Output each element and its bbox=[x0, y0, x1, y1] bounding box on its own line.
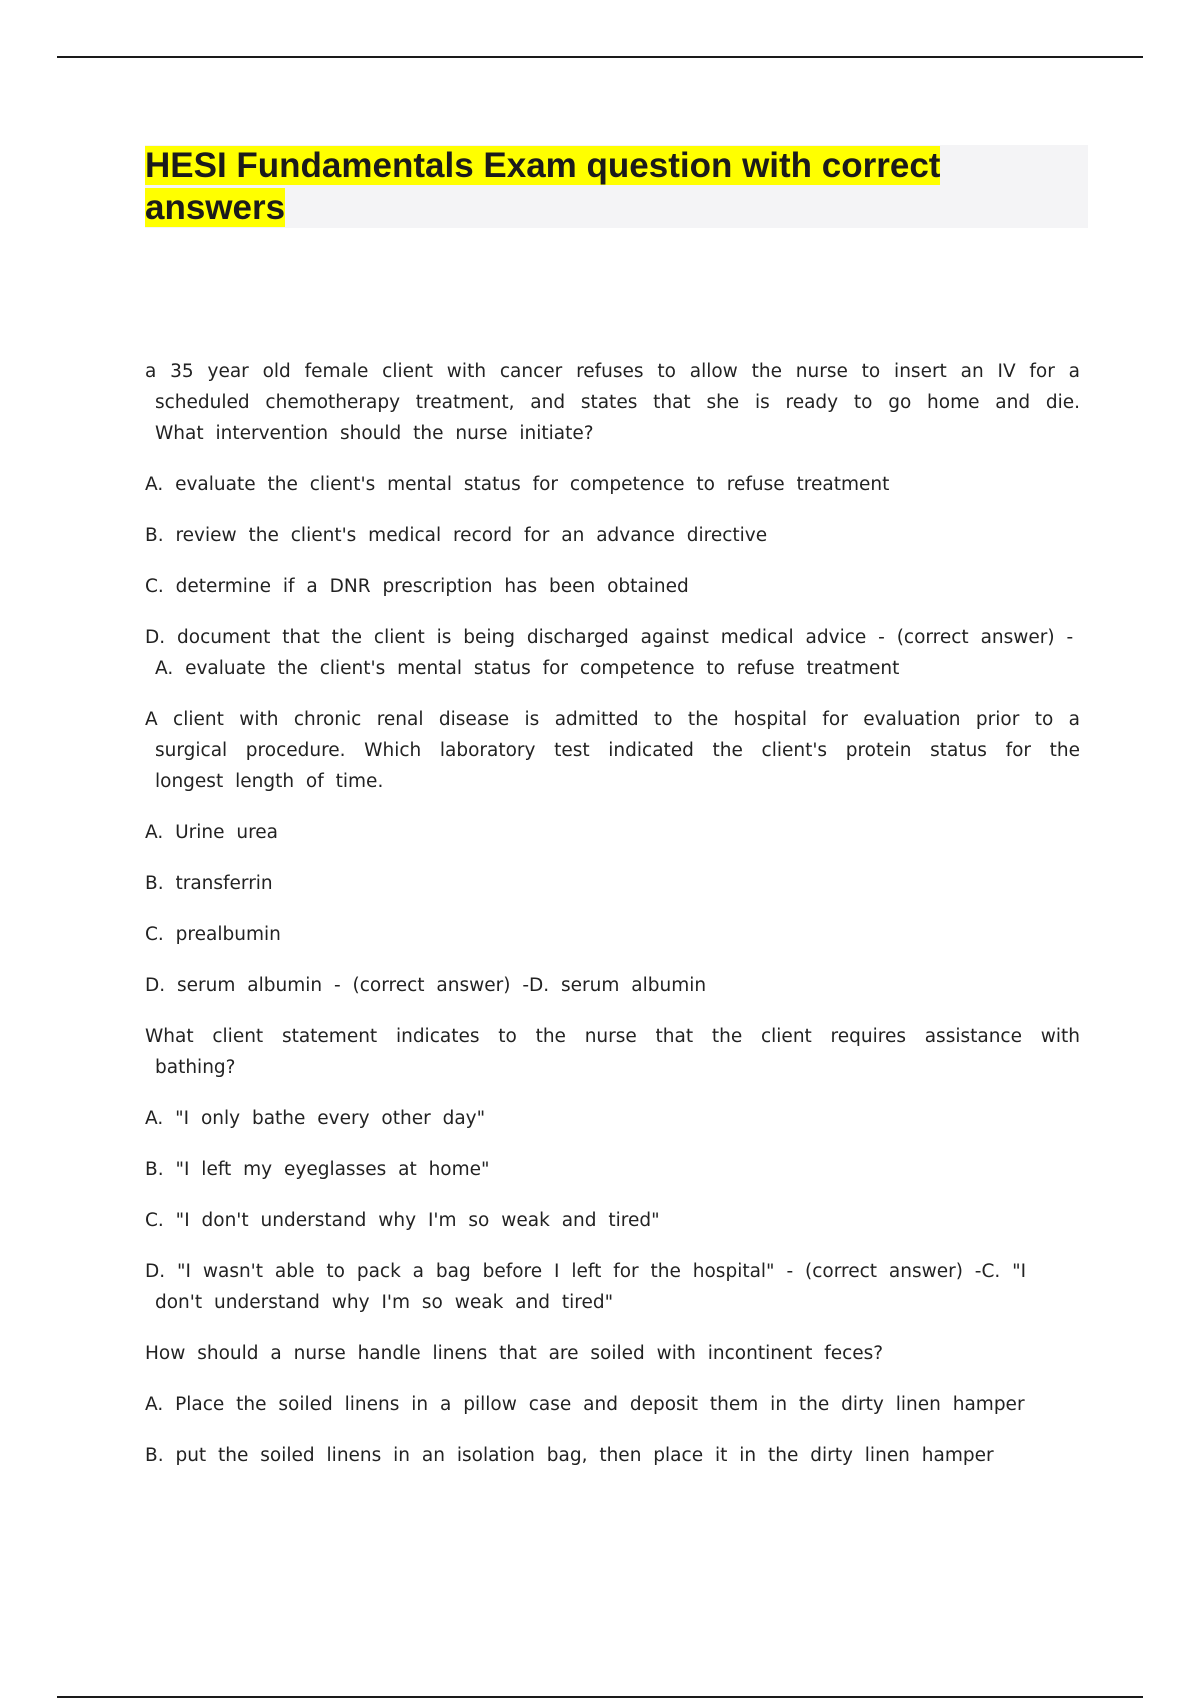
question-3-option-b: B. "I left my eyeglasses at home" bbox=[145, 1159, 490, 1180]
question-2: A client with chronic renal disease is admitted to the hospital for evaluation prior to a surgical procedure. Which laboratory test indicated the client's protein status for the longest length of time. bbox=[145, 709, 1080, 792]
question-3: What client statement indicates to the nurse that the client requires assistance with bathing? bbox=[145, 1026, 1080, 1078]
question-2-option-b: B. transferrin bbox=[145, 873, 273, 894]
title-block bbox=[145, 145, 1088, 228]
document-body bbox=[145, 356, 1080, 1491]
question-3-option-a: A. "I only bathe every other day" bbox=[145, 1108, 486, 1129]
question-3-option-d-with-answer: D. "I wasn't able to pack a bag before I left for the hospital" - (correct answer) -C. "I don't understand why I'm so weak and tired" bbox=[145, 1261, 1027, 1313]
question-1-option-b: B. review the client's medical record for an advance directive bbox=[145, 525, 768, 546]
question-4-option-b: B. put the soiled linens in an isolation bag, then place it in the dirty linen hamper bbox=[145, 1445, 994, 1466]
question-2-option-d-with-answer: D. serum albumin - (correct answer) -D. serum albumin bbox=[145, 975, 707, 996]
question-4: How should a nurse handle linens that are soiled with incontinent feces? bbox=[145, 1343, 884, 1364]
question-1: a 35 year old female client with cancer refuses to allow the nurse to insert an IV for a scheduled chemotherapy treatment, and states that she is ready to go home and die. What intervention should the nurse initiate? bbox=[145, 361, 1080, 444]
question-4-option-a: A. Place the soiled linens in a pillow case and deposit them in the dirty linen hamper bbox=[145, 1394, 1025, 1415]
question-1-option-a: A. evaluate the client's mental status for competence to refuse treatment bbox=[145, 474, 890, 495]
title-highlight: HESI Fundamentals Exam question with correct answers bbox=[145, 146, 941, 227]
question-1-option-c: C. determine if a DNR prescription has been obtained bbox=[145, 576, 689, 597]
footer-rule bbox=[57, 1696, 1143, 1698]
question-2-option-c: C. prealbumin bbox=[145, 924, 281, 945]
question-2-option-a: A. Urine urea bbox=[145, 822, 279, 843]
header-rule bbox=[57, 56, 1143, 58]
page-title bbox=[145, 145, 1088, 229]
question-3-option-c: C. "I don't understand why I'm so weak and tired" bbox=[145, 1210, 660, 1231]
question-1-option-d-with-answer: D. document that the client is being discharged against medical advice - (correct answer) -A. evaluate the client's mental status for competence to refuse treatment bbox=[145, 627, 1074, 679]
